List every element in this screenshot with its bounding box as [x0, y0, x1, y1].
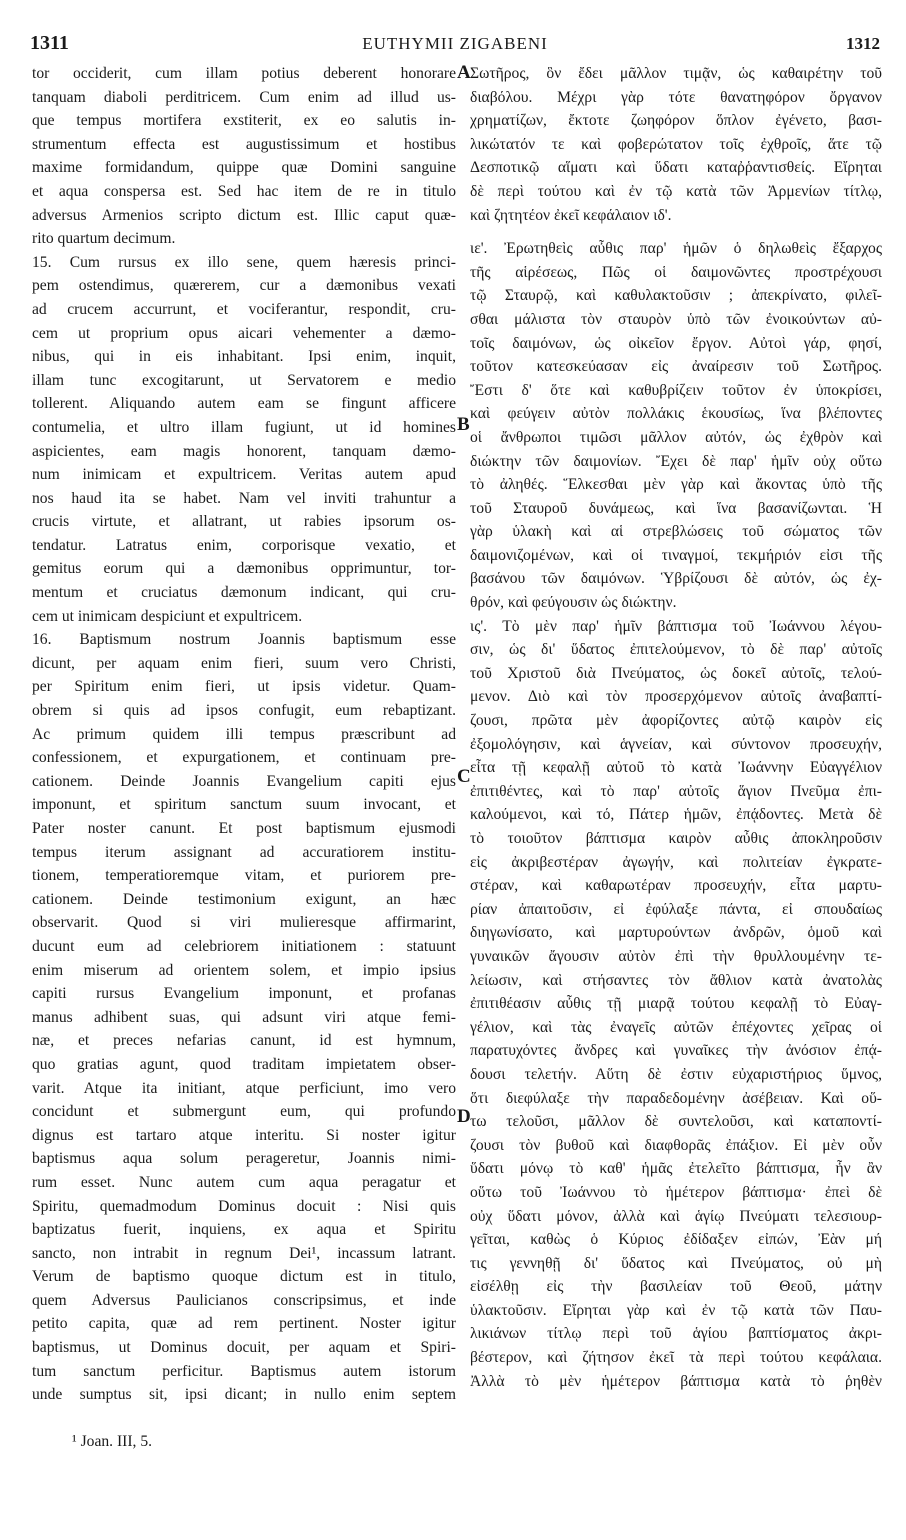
text-line: καὶ ζητητέον ἐκεῖ κεφάλαιον ιδ'. [470, 206, 672, 224]
text-line: tanquam diaboli perditricem. Cum enim ad illud us- [32, 88, 456, 106]
footnote: ¹ Joan. III, 5. [72, 1433, 153, 1450]
text-line: maxime formidandum, quippe quæ Domini sanguine [32, 159, 456, 177]
text-line: Ac primum quidem illi tempus præscribunt ad [32, 725, 456, 743]
text-line: obrem si quis ad ipsos confugit, eum rebaptizant. [32, 702, 456, 720]
text-line: δαιμονιζομένων, καὶ οἱ τιναγμοί, τεκμήριόν εἰσι τῆς [470, 546, 882, 564]
text-line: διώκτην τῶν δαιμονίων. Ἔχει δὲ παρ' ἡμῖν οὐχ οὕτω [470, 452, 882, 470]
text-line: οὕτω τοῦ Ἰωάννου τὸ ἡμέτερον βάπτισμα· ἐπεὶ δὲ [470, 1183, 882, 1201]
text-line: ζουσι, πρῶτα μὲν ἀφορίζοντες αὐτῷ καιρὸν εἰς [470, 712, 882, 730]
text-line: dicunt, per aquam enim fieri, suum vero Christi, [32, 654, 456, 672]
text-line: num inimicam et expultricem. Veritas autem apud [32, 466, 456, 484]
page-number-left: 1311 [30, 32, 69, 54]
text-line: ducunt eum ad celebriorem initiationem : statuunt [32, 937, 456, 955]
text-line: rito quartum decimum. [32, 230, 176, 248]
text-line: per Spiritum enim fieri, ut ipsis videtur. Quam- [32, 678, 456, 696]
text-line: Δεσποτικῷ αἵματι καὶ ὕδατι καταῤῥαντισθείς. Εἴρηται [470, 159, 882, 177]
text-line: τῷ Σταυρῷ, καὶ καθυλακτοῦσιν ; ἀπεκρίνατο, φιλεῖ- [470, 287, 882, 305]
text-line: que tempus mortifera exstiterit, ex eo salutis in- [32, 112, 456, 130]
text-line: ἐξομολόγησιν, καὶ ἁγνείαν, καὶ σύντονον προσευχήν, [470, 735, 882, 753]
text-line: tempus iterum assignant ad accuratiorem institu- [32, 843, 456, 861]
text-line: nibus, qui in eis inhabitant. Ipsi enim, inquit, [32, 348, 456, 366]
text-line: pem ostendimus, quærerem, cur a dæmonibus vexati [32, 277, 456, 295]
text-line: næ, et preces nefarias canunt, id est hymnum, [32, 1032, 456, 1050]
text-line: τῆς αἱρέσεως, Πῶς οἱ δαιμονῶντες προστρέχουσι [470, 263, 882, 281]
text-line: σθαι μάλιστα τὸν σταυρὸν ὑπὸ τῶν ἐνοικούντων αὐ- [470, 310, 882, 328]
text-line: δὲ περὶ τούτου καὶ ἐν τῷ κατὰ τῶν Ἀρμενίων τίτλῳ, [470, 182, 882, 200]
text-line: et aqua conspersa est. Sed hac item de re in titulo [32, 182, 456, 200]
text-line: λείωσιν, καὶ στήσαντες τὸν ἄθλιον κατὰ ἀνατολὰς [470, 971, 882, 989]
text-line: rum esset. Nunc autem cum aqua peragatur et [32, 1173, 456, 1191]
text-line: cationem. Deinde testimonium exigunt, an hæc [32, 890, 456, 908]
text-line: gemitus eorum qui a dæmonibus opprimuntur, tor- [32, 560, 456, 578]
text-line: τω τελοῦσι, μᾶλλον δὲ συντελοῦσι, καὶ καταποντί- [470, 1113, 882, 1131]
text-line: enim miserum ad orientem solem, et impio ipsius [32, 961, 456, 979]
text-line: tionem, temperatioremque vitam, et puriorem pre- [32, 867, 456, 885]
page-number-right: 1312 [846, 34, 880, 53]
text-line: τοῦτον κατεσκεύασαν εἰς ἀναίρεσιν τοῦ Σωτῆρος. [470, 358, 882, 376]
text-line: manus adhibent suas, qui adsunt viri atque femi- [32, 1008, 456, 1026]
text-line: mentum et cruciatus dæmonum indicant, qui cru- [32, 584, 456, 602]
text-line: petito capita, quæ ad rem pertinent. Noster igitur [32, 1315, 456, 1333]
text-line: ὅτι διεφύλαξε τὴν παραδεδομένην ἀσέβειαν. Καὶ οὕ- [470, 1089, 882, 1107]
text-line: strumentum effecta est augustissimum et hostibus [32, 135, 456, 153]
text-line: varit. Atque ita initiant, atque perficiunt, imo vero [32, 1079, 456, 1097]
text-line: εἰσέλθῃ εἰς τὴν βασιλείαν τοῦ Θεοῦ, μάτην [470, 1278, 882, 1296]
text-line: imponunt, et spiritum sanctum suum invocant, et [32, 796, 456, 814]
text-line: δουσι τελετήν. Αὕτη δὲ ἐστιν εὐχαριστήριος ὕμνος, [470, 1065, 882, 1083]
text-line: ὑλακτοῦσιν. Εἴρηται γὰρ καὶ ἐν τῷ κατὰ τῶν Παυ- [470, 1301, 882, 1319]
text-line: τοῦ Σταυροῦ δυνάμεως, καὶ ἵνα βασανίζωνται. Ἡ [470, 499, 882, 517]
text-line: baptismus, ut Dominus docuit, per aquam et Spiri- [32, 1339, 456, 1357]
margin-marker-b: B [457, 414, 470, 435]
text-line: τὸ τοιοῦτον βάπτισμα καιρὸν αὖθις ἀποκληροῦσιν [470, 830, 882, 847]
text-line: capiti rursus Evangelium imponunt, et profanas [32, 985, 456, 1003]
text-line: baptizatus fuerit, inquiens, ex aqua et Spiritu [32, 1221, 456, 1239]
text-line: οἱ ἄνθρωποι τιμῶσι μᾶλλον αὐτόν, ὡς ἐχθρὸν καὶ [470, 428, 882, 446]
text-line: tum sanctum perficitur. Baptismus autem istorum [32, 1362, 456, 1380]
text-line: concidunt et submergunt eum, qui profundo [32, 1103, 456, 1121]
text-line: crucis virtute, et allatrant, ut rabies ipsorum os- [32, 513, 456, 531]
text-line: ἐπιτιθέασιν αὖθις τῇ μιαρᾷ τούτου κεφαλῇ τὸ Εὐαγ- [470, 995, 882, 1013]
text-line: χρηματίζων, ἔκτοτε ζωηφόρον ὅπλον ἐγένετο, βασι- [470, 112, 882, 130]
text-line: στέραν, καὶ καθαρωτέραν προσευχήν, εἶτα μαρτυ- [470, 877, 882, 895]
text-line: adversus Armenios scripto dictum est. Illic caput quæ- [32, 206, 456, 224]
text-line: θρόν, καὶ φεύγουσιν ὡς διώκτην. [470, 594, 677, 612]
text-line: Ἔστι δ' ὅτε καὶ καθυβρίζειν τοῦτον ἐν ὑποκρίσει, [470, 381, 882, 399]
text-line: οὐχ ὕδατι μόνον, ἀλλὰ καὶ ἁγίῳ Πνεύματι τελεσιουρ- [470, 1207, 882, 1225]
text-line: quem Adversus Paulicianos conscripsimus, et inde [32, 1291, 456, 1309]
text-line: quo gratias agunt, quod traditam impietatem obser- [32, 1055, 456, 1073]
text-line: διηγωνίσατο, καὶ μαρτυρούντων ἀνδρῶν, ὁμοῦ καὶ [470, 924, 882, 942]
text-line: τὸ ἀληθές. Ἕλκεσθαι μὲν γὰρ καὶ ἄκοντας ὑπὸ τῆς [470, 476, 882, 494]
paragraph-gap [470, 227, 882, 237]
text-line: baptismus aqua solum perageretur, Joannis nimi- [32, 1150, 456, 1168]
text-line: γυναικῶν ἄγουσιν αὐτὸν ἐπὶ τὴν θρυλλουμένην τε- [470, 947, 882, 965]
text-line: tor occiderit, cum illam potius deberent honorare [32, 65, 456, 82]
greek-column [470, 62, 882, 1393]
text-line: βέστερον, καὶ ζήτησον ἐκεῖ τὰ περὶ τούτου κεφάλαια. [470, 1349, 882, 1367]
text-line: ιε'. Ἐρωτηθεὶς αὖθις παρ' ἡμῶν ὁ δηλωθεὶς ἔξαρχος [470, 240, 882, 258]
text-line: dignus est tartaro atque interitu. Si noster igitur [32, 1126, 456, 1144]
text-line: γέλιον, καὶ τὰς ἐναγεῖς αὐτῶν ἐπέχοντες χεῖρας οἱ [470, 1018, 882, 1036]
text-line: tollerent. Aliquando autem eam se fingunt afficere [32, 395, 456, 413]
text-line: 16. Baptismum nostrum Joannis baptismum esse [32, 631, 456, 649]
text-line: nos haud ita se habet. Nam vel inviti trahuntur a [32, 489, 456, 507]
text-line: cem ut proprium opus aicari vehementer a dæmo- [32, 324, 456, 342]
text-line: καὶ φεύγειν αὐτὸν πολλάκις ἑκουσίως, ἵνα βλέποντες [470, 405, 882, 423]
text-line: Pater noster canunt. Et post baptismum ejusmodi [32, 820, 456, 837]
margin-marker-a: A [457, 62, 471, 83]
text-line: ad crucem accurrunt, et vociferantur, respondit, cru- [32, 300, 456, 318]
text-line: cem ut inimicam despiciunt et expultricem. [32, 607, 303, 625]
text-line: παρατυχόντες ἄνδρες καὶ γυναῖκες τὴν ἀνόσιον ἐπᾴ- [470, 1042, 882, 1060]
text-line: τις γεννηθῇ δι' ὕδατος καὶ Πνεύματος, οὐ μὴ [470, 1254, 882, 1272]
text-line: τοῖς δαιμόνων, ὡς οἰκεῖον ἔργον. Αὐτοὶ γάρ, φησί, [470, 334, 882, 352]
text-line: εἶτα τῇ κεφαλῇ αὐτοῦ τὸ κατὰ Ἰωάννην Εὐαγγέλιον [470, 759, 882, 777]
text-line: 15. Cum rursus ex illo sene, quem hæresis princi- [32, 253, 456, 271]
text-line: ἐπιτιθέντες, καὶ τὸ παρ' αὐτοῖς ἅγιον Πνεῦμα ἐπι- [470, 782, 882, 800]
text-line: contumelia, et ultro illam fugiunt, ut id homines [32, 418, 456, 436]
text-line: aspicientes, eam magis honorent, tanquam dæmo- [32, 442, 456, 460]
text-line: Ἀλλὰ τὸ μὲν ἡμέτερον βάπτισμα κατὰ τὸ ῥηθὲν [470, 1372, 882, 1390]
text-line: ις'. Τὸ μὲν παρ' ἡμῖν βάπτισμα τοῦ Ἰωάννου λέγου- [470, 617, 882, 635]
text-line: confessionem, et expurgationem, et continuam pre- [32, 749, 456, 767]
text-line: τοῦ Χριστοῦ διὰ Πνεύματος, ὡς δοκεῖ αὐτοῖς, τελού- [470, 664, 882, 682]
text-line: cationem. Deinde Joannis Evangelium capiti ejus [32, 772, 456, 790]
text-line: βασάνου τῶν δαιμόνων. Ὑβρίζουσι δὲ αὐτόν, ὡς ἐχ- [470, 570, 882, 588]
page-header [30, 32, 880, 58]
text-line: ζουσι τὸν βυθοῦ καὶ διαφθορᾶς ἐπάξιον. Εἰ μὲν οὖν [470, 1136, 882, 1154]
text-line: λικιάνων τίτλῳ περὶ τοῦ ἁγίου βαπτίσματος ἀκρι- [470, 1325, 882, 1343]
running-title: EUTHYMII ZIGABENI [362, 34, 548, 53]
text-line: Verum de baptismo quoque dictum est in titulo, [32, 1268, 456, 1286]
text-line: illam tunc excogitarunt, ut Servatorem e medio [32, 371, 456, 389]
text-line: μενον. Διὸ καὶ τὸν προσερχόμενον αὐτοῖς ἀναβαπτί- [470, 688, 882, 706]
margin-marker-d: D [457, 1106, 471, 1127]
text-line: διαβόλου. Μέχρι γὰρ τότε θανατηφόρον ὄργανον [470, 88, 882, 106]
text-line: ὕδατι μόνῳ τὸ καθ' ἡμᾶς ἐτελεῖτο βάπτισμα, ἦν ἂν [470, 1160, 882, 1178]
text-line: observarit. Quod si viri mulieresque affirmarint, [32, 914, 456, 932]
text-line: καλούμενοι, καὶ τό, Πάτερ ἡμῶν, ἐπᾴδοντες. Μετὰ δὲ [470, 806, 882, 824]
text-line: unde sumptus sit, ipsi dicant; in nullo enim septem [32, 1386, 456, 1404]
text-line: sancto, non intrabit in regnum Dei¹, incassum latrant. [32, 1244, 456, 1262]
text-line: εἰς ἀκριβεστέραν ἀγωγήν, καὶ πολιτείαν ἐγκρατε- [470, 853, 882, 871]
text-line: γεῖται, καθὼς ὁ Κύριος ἐδίδαξεν εἰπών, Ἐὰν μή [470, 1231, 882, 1249]
text-line: tendatur. Latratus enim, corporisque vexatio, et [32, 536, 456, 554]
text-line: σιν, ὡς δι' ὕδατος ἐπιτελούμενον, τὸ δὲ παρ' αὐτοῖς [470, 641, 882, 659]
text-line: ρίαν ἀπαιτοῦσιν, εἰ ἐφύλαξε πάντα, εἰ σπουδαίως [470, 900, 882, 918]
text-line: γὰρ ὑλακὴ καὶ αἱ στρεβλώσεις τοῦ σώματος τῶν [470, 523, 882, 541]
latin-column [32, 62, 456, 1407]
margin-marker-c: C [457, 766, 471, 787]
text-line: Σωτῆρος, ὃν ἔδει μᾶλλον τιμᾷν, ὡς καθαιρέτην τοῦ [470, 65, 882, 82]
text-line: Spiritu, quemadmodum Dominus docuit : Nisi quis [32, 1197, 456, 1215]
text-line: λικώτατόν τε καὶ φοβερώτατον τοῖς ἐχθροῖς, ἅτε τῷ [470, 135, 882, 153]
